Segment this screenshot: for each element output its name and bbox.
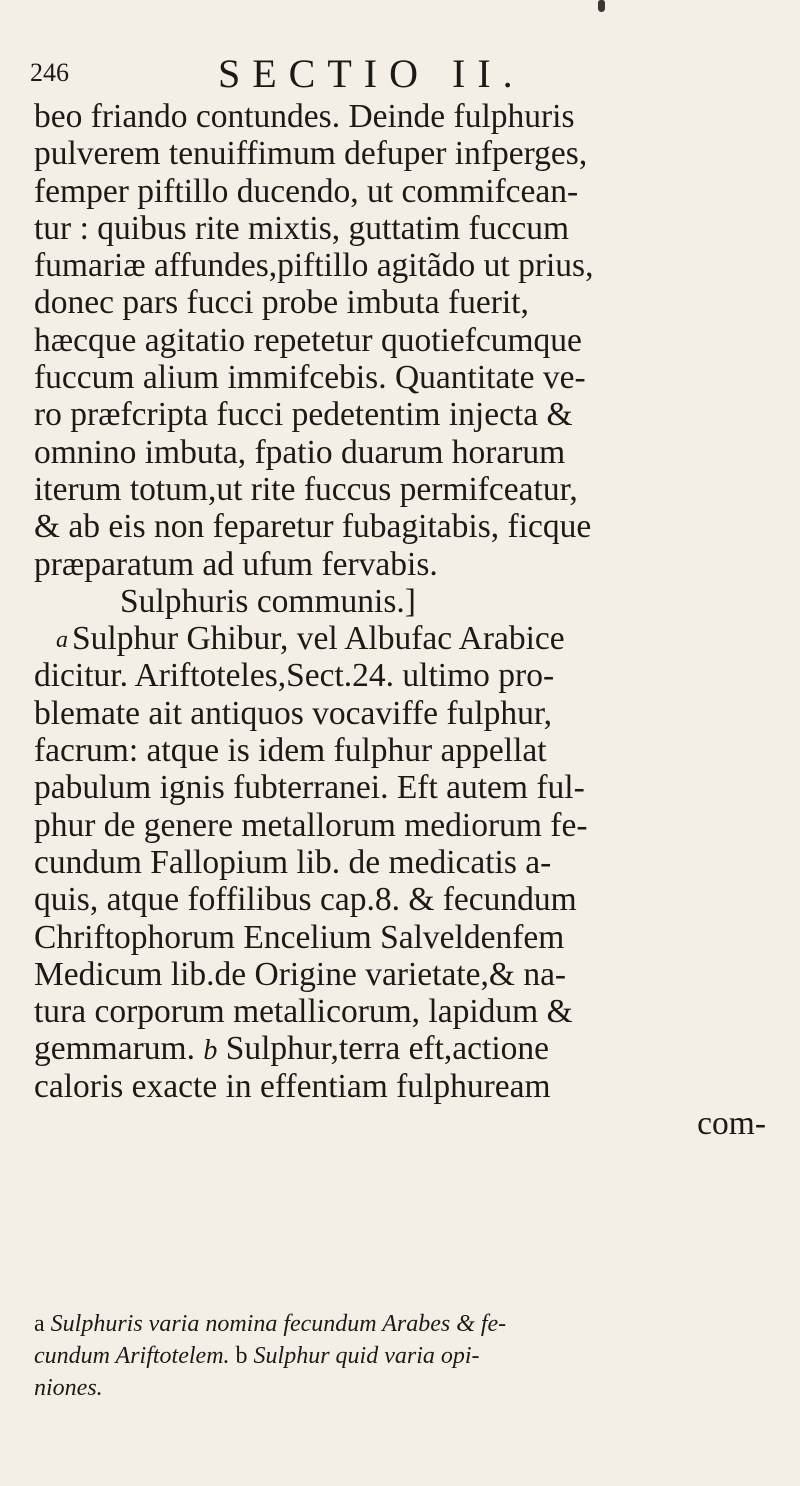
footnotes <box>34 1308 766 1404</box>
text-line: & ab eis non feparetur fubagitabis, ficque <box>34 508 592 546</box>
text-line: fuccum alium immifcebis. Quantitate ve- <box>34 359 586 397</box>
note-a-tail: gemmarum. <box>34 1030 195 1068</box>
text-line: ro præfcripta fucci pedetentim injecta & <box>34 396 573 434</box>
text-line: quis, atque foffilibus cap.8. & fecundum <box>34 881 577 919</box>
note-b-line <box>34 1030 766 1067</box>
footnote-a-label: a <box>34 1311 45 1337</box>
note-b-text: Sulphur,terra eft,actione <box>225 1030 549 1068</box>
text-line: femper piftillo ducendo, ut commifcean- <box>34 172 579 210</box>
running-head: SECTIO II. <box>218 51 525 96</box>
text-line: tur : quibus rite mixtis, guttatim fuccum <box>34 209 570 247</box>
footnote-b-label: b <box>235 1343 248 1369</box>
text-line: caloris exacte in effentiam fulphuream <box>34 1067 551 1105</box>
note-a-text: Sulphur Ghibur, vel Albufac Arabice <box>72 620 565 658</box>
footnote-line <box>34 1308 766 1340</box>
text-line: præparatum ad ufum fervabis. <box>34 545 438 583</box>
text-line: hæcque agitatio repetetur quotiefcumque <box>34 321 582 359</box>
text-line: beo friando contundes. Deinde fulphuris <box>34 98 575 135</box>
text-line: donec pars fucci probe imbuta fuerit, <box>34 284 529 322</box>
note-a-marker: a <box>56 627 68 654</box>
note-a-first-line <box>34 620 766 657</box>
text-line: iterum totum,ut rite fuccus permifceatur, <box>34 470 578 508</box>
text-line: dicitur. Ariftoteles,Sect.24. ultimo pro- <box>34 657 555 695</box>
footnote-b-text: Sulphur quid varia opi- <box>253 1343 480 1369</box>
text-line: phur de genere metallorum mediorum fe- <box>34 806 588 844</box>
text-line: Chriftophorum Encelium Salveldenfem <box>34 918 565 956</box>
page-number: 246 <box>30 58 69 87</box>
text-line: cundum Fallopium lib. de medicatis a- <box>34 843 552 881</box>
text-line: fumariæ affundes,piftillo agitãdo ut prius, <box>34 247 594 285</box>
text-line: blemate ait antiquos vocaviffe fulphur, <box>34 694 553 732</box>
catchword: com- <box>697 1105 766 1143</box>
main-text <box>34 98 766 1142</box>
footnote-line: niones. <box>34 1375 103 1401</box>
footnote-line <box>34 1340 766 1372</box>
text-line: omnino imbuta, fpatio duarum horarum <box>34 433 566 471</box>
text-line: facrum: atque is idem fulphur appellat <box>34 732 547 770</box>
footnote-a-text-cont: cundum Ariftotelem. <box>34 1343 230 1369</box>
ink-speck <box>598 0 605 12</box>
note-b-marker: b <box>203 1035 218 1067</box>
text-line: Medicum lib.de Origine varietate,& na- <box>34 955 567 993</box>
footnote-a-text: Sulphuris varia nomina fecundum Arabes & fe- <box>50 1311 507 1337</box>
text-line: pabulum ignis fubterranei. Eft autem ful- <box>34 769 585 807</box>
text-line: tura corporum metallicorum, lapidum & <box>34 993 573 1031</box>
page-header <box>30 50 770 100</box>
lemma: Sulphuris communis.] <box>120 582 416 620</box>
text-line: pulverem tenuiffimum defuper infperges, <box>34 135 588 173</box>
